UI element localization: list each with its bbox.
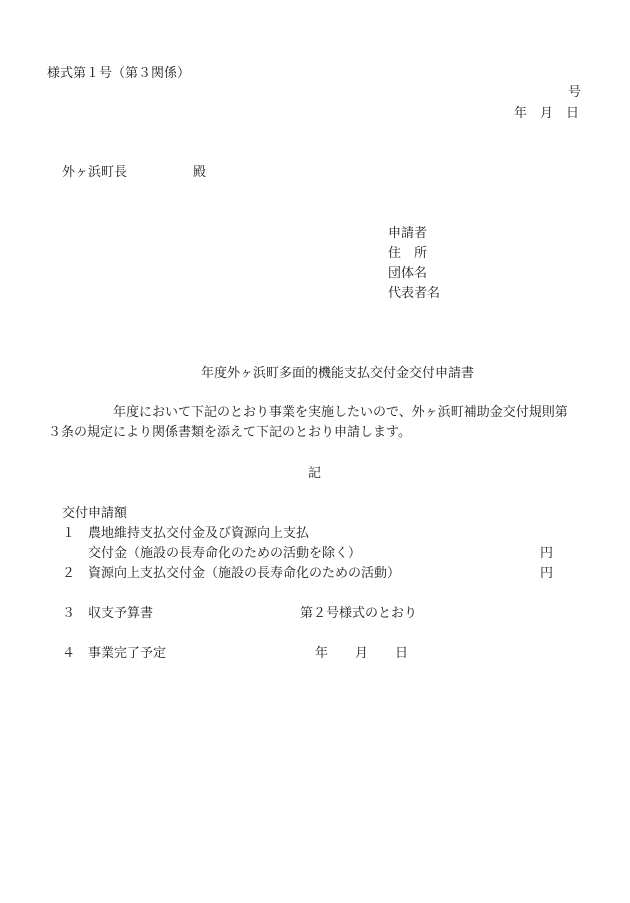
item-2-label: 資源向上支払交付金（施設の長寿命化のための活動）	[88, 566, 401, 581]
document-date: 年 月 日	[514, 106, 580, 121]
item-1-unit: 円	[540, 546, 554, 561]
completion-label: 事業完了予定	[88, 646, 167, 661]
item-3-number: ３	[62, 606, 76, 621]
item-1-label-line-1: 農地維持支払交付金及び資源向上支払	[88, 526, 310, 541]
application-amount-heading: 交付申請額	[62, 506, 128, 521]
form-number: 様式第１号（第３関係）	[47, 66, 191, 81]
addressee-title: 外ヶ浜町長	[62, 165, 128, 180]
document-number-suffix: 号	[568, 85, 582, 100]
applicant-address-label: 住 所	[388, 246, 428, 261]
body-text-line-1: 年度において下記のとおり事業を実施したいので、外ヶ浜町補助金交付規則第	[113, 405, 568, 420]
item-1-label-line-2: 交付金（施設の長寿命化のための活動を除く）	[88, 546, 362, 561]
item-1-number: １	[62, 526, 76, 541]
ki-heading: 記	[308, 466, 322, 481]
budget-label: 収支予算書	[88, 606, 154, 621]
document-title: 年度外ヶ浜町多面的機能支払交付金交付申請書	[201, 366, 475, 381]
applicant-representative-label: 代表者名	[388, 286, 441, 301]
budget-value: 第２号様式のとおり	[300, 606, 418, 621]
item-4-number: ４	[62, 646, 76, 661]
completion-month: 月	[355, 646, 369, 661]
item-2-number: ２	[62, 566, 76, 581]
completion-year: 年	[315, 646, 329, 661]
item-2-unit: 円	[540, 566, 554, 581]
applicant-heading: 申請者	[388, 226, 428, 241]
addressee-honorific: 殿	[193, 165, 207, 180]
completion-day: 日	[395, 646, 409, 661]
applicant-group-label: 団体名	[388, 266, 428, 281]
body-text-line-2: ３条の規定により関係書類を添えて下記のとおり申請します。	[48, 425, 411, 440]
